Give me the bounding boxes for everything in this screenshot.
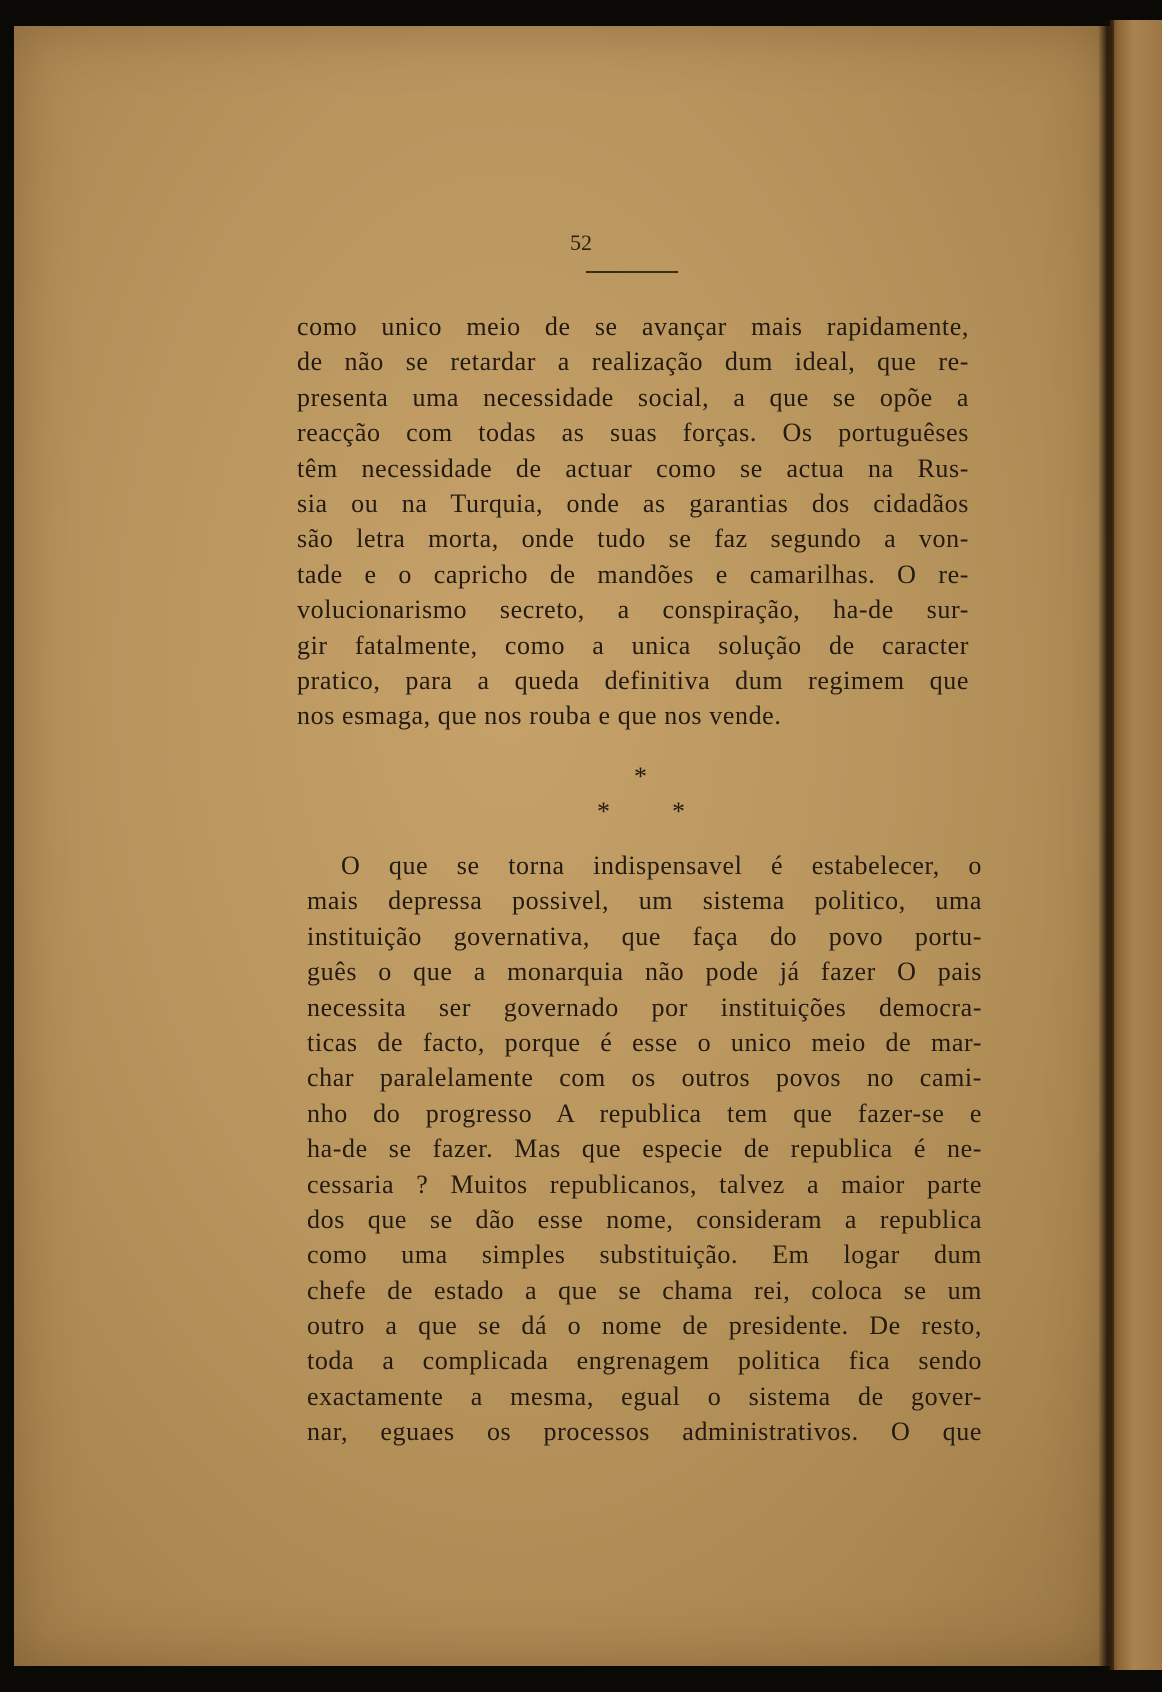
text-line: têm necessidade de actuar como se actua na Rus- [297,453,969,483]
paragraph-2 [307,848,982,1450]
header-rule [586,271,678,273]
text-line: sia ou na Turquia, onde as garantias dos cidadãos [297,488,969,518]
text-line: cessaria ? Muitos republicanos, talvez a maior parte [307,1169,982,1199]
next-page-edge [1110,20,1162,1670]
text-line: nos esmaga, que nos rouba e que nos vende. [297,701,782,731]
asterism-star-left: * [597,797,610,826]
text-line: como unico meio de se avançar mais rapidamente, [297,312,969,341]
text-line: exactamente a mesma, egual o sistema de gover- [307,1381,982,1411]
text-line: reacção com todas as suas forças. Os portuguêses [297,418,969,448]
asterism-star-top: * [634,762,647,791]
gutter-shadow [1098,20,1114,1670]
text-line: presenta uma necessidade social, a que se opõe a [297,382,969,412]
text-line: outro a que se dá o nome de presidente. De resto, [307,1311,982,1341]
text-line: O que se torna indispensavel é estabelecer, o [341,851,982,880]
text-line: ticas de facto, porque é esse o unico meio de mar- [307,1027,982,1057]
text-line: dos que se dão esse nome, consideram a republica [307,1204,982,1234]
text-line: toda a complicada engrenagem politica fica sendo [307,1346,982,1376]
text-line: nho do progresso A republica tem que fazer-se e [307,1098,982,1128]
text-line: chefe de estado a que se chama rei, coloca se um [307,1275,982,1305]
text-line: instituição governativa, que faça do povo portu- [307,921,982,951]
text-line: char paralelamente com os outros povos no cami- [307,1063,982,1093]
page-number: 52 [570,230,592,255]
text-line: tade e o capricho de mandões e camarilhas. O re- [297,559,969,589]
text-line: guês o que a monarquia não pode já fazer O pais [307,957,982,987]
text-line: mais depressa possivel, um sistema politico, uma [307,886,982,916]
text-line: gir fatalmente, como a unica solução de caracter [297,630,969,660]
text-line: são letra morta, onde tudo se faz segundo a von- [297,524,969,554]
text-line: pratico, para a queda definitiva dum regimem que [297,665,969,695]
text-line: volucionarismo secreto, a conspiração, ha-de sur- [297,595,969,625]
text-line: ha-de se fazer. Mas que especie de republica é ne- [307,1134,982,1164]
text-line: nar, eguaes os processos administrativos. O que [307,1417,982,1447]
text-line: necessita ser governado por instituições democra- [307,992,982,1022]
paragraph-1 [297,309,969,734]
asterism-star-right: * [672,797,685,826]
text-line: de não se retardar a realização dum ideal, que re- [297,347,969,377]
text-line: como uma simples substituição. Em logar dum [307,1240,982,1270]
